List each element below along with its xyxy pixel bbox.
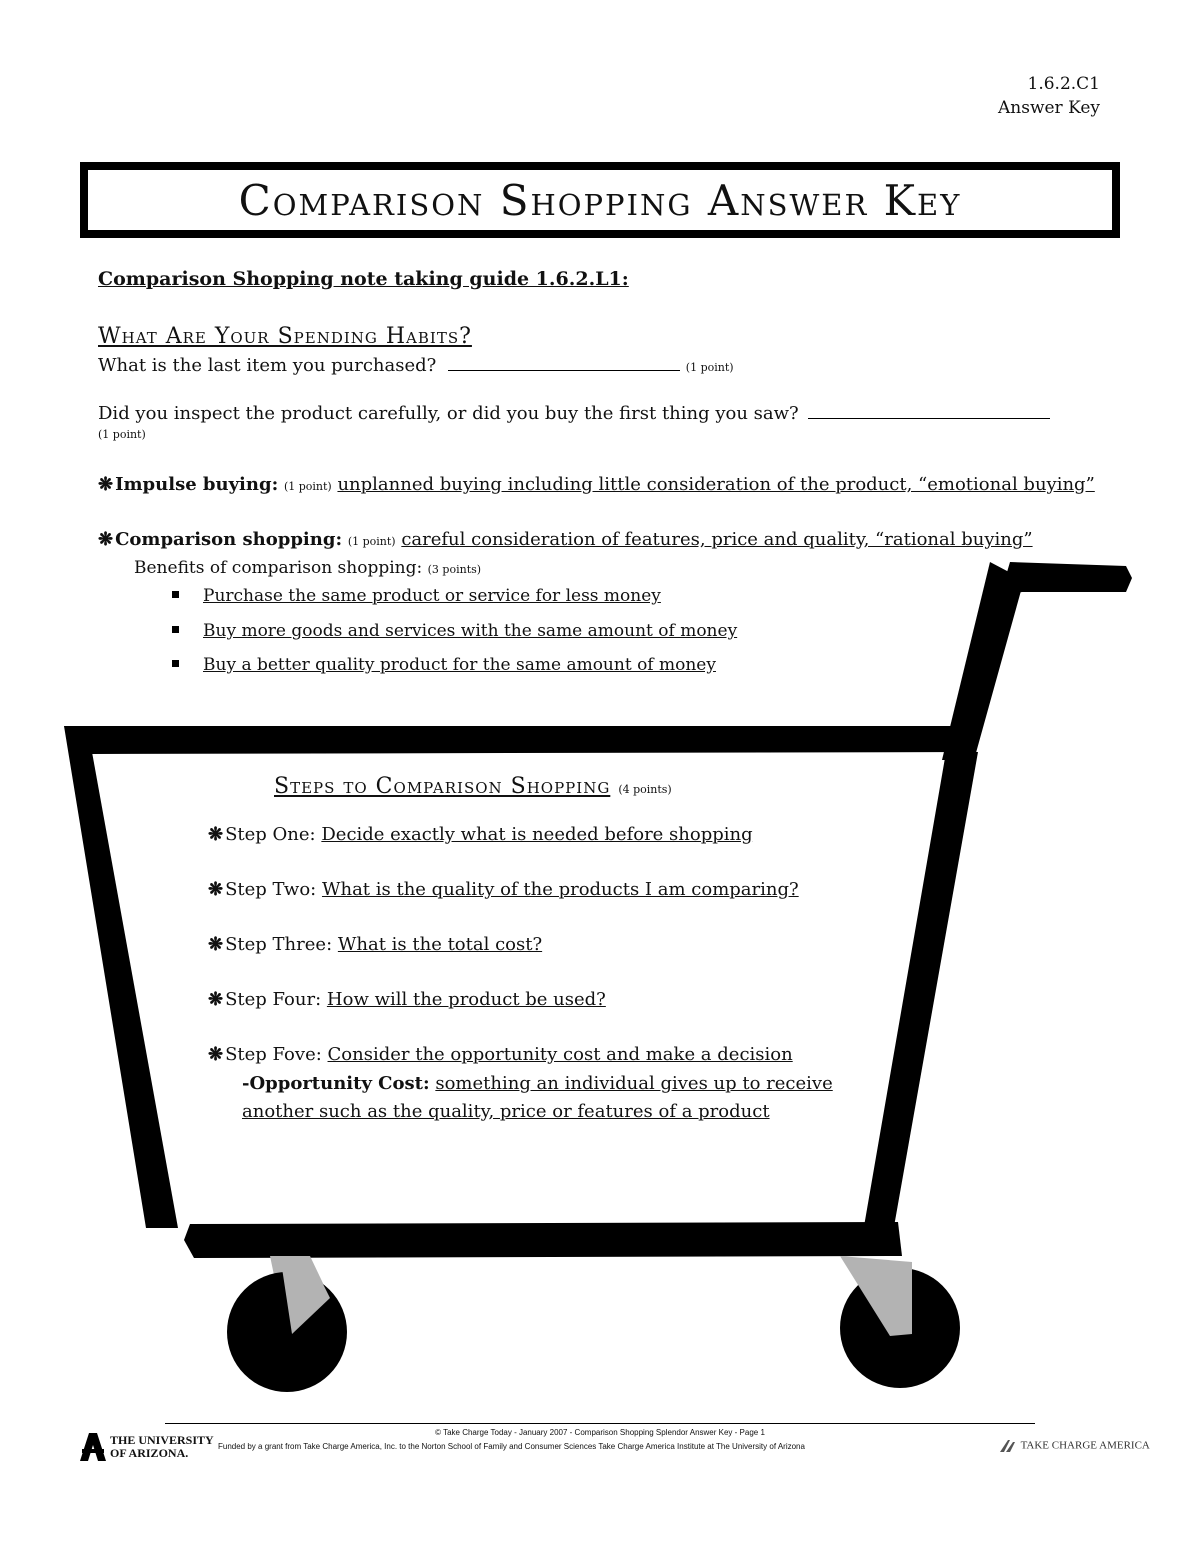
comparison-shopping-definition [98,529,1033,550]
step-label: Step Fove: [225,1044,322,1065]
step-item [208,989,606,1010]
step-label: Step Three: [225,934,333,955]
step-answer: How will the product be used? [326,989,606,1010]
term-answer: something an individual gives up to receive [435,1073,833,1094]
term-label: -Opportunity Cost: [242,1073,430,1094]
take-charge-america-logo [998,1438,1150,1454]
footer-copyright: © Take Charge Today - January 2007 - Comparison Shopping Splendor Answer Key - Page 1 [435,1428,765,1437]
points-label: (4 points) [618,783,672,796]
benefit-item [172,621,737,641]
ua-logo-line-1: THE UNIVERSITY [110,1433,214,1447]
points-label: (1 point) [685,361,734,374]
benefit-item [172,586,661,606]
star-icon: ❋ [208,1044,224,1065]
step-item [208,879,799,900]
star-icon: ❋ [98,529,114,550]
document-id [998,72,1100,120]
step-item [208,824,753,845]
step-item [208,1044,793,1065]
term-answer: unplanned buying including little consideration of the product, “emotional buying” [337,474,1095,495]
step-answer: What is the quality of the products I am comparing? [321,879,799,900]
doc-code: 1.6.2.C1 [1027,74,1100,94]
points-label: (3 points) [427,563,482,576]
benefits-label [134,558,481,578]
tca-logo-text: TAKE CHARGE AMERICA [1020,1439,1150,1452]
page-title [80,162,1120,238]
benefit-text: Buy more goods and services with the same amount of money [203,621,738,641]
answer-blank [448,354,680,371]
tca-mark-icon [998,1438,1018,1454]
question-text: What is the last item you purchased? [98,355,437,376]
step-answer: What is the total cost? [337,934,543,955]
benefit-text: Purchase the same product or service for less money [203,586,661,606]
bullet-icon [172,660,179,667]
benefit-item [172,655,716,675]
star-icon: ❋ [208,934,224,955]
question-last-item [98,354,734,376]
impulse-buying-definition [98,474,1095,495]
cart-bottom-rail [184,1222,902,1258]
footer-funding: Funded by a grant from Take Charge America, Inc. to the Norton School of Family and Consumer Sciences Take Charge America Institute at The University of Arizona [218,1442,805,1451]
star-icon: ❋ [98,474,114,495]
cart-right-side [862,752,978,1238]
bullet-icon [172,591,179,598]
ua-logo-line-2: OF ARIZONA. [110,1446,189,1460]
page-title-text: Comparison Shopping Answer Key [238,175,962,225]
step-label: Step Two: [225,879,317,900]
cart-left-side [64,726,178,1228]
star-icon: ❋ [208,989,224,1010]
cart-top-rail [64,726,978,754]
opportunity-cost-definition [242,1070,842,1126]
question-inspect [98,402,1050,424]
spending-habits-heading: What Are Your Spending Habits? [98,324,472,349]
points-label: (1 point) [283,480,332,493]
points-label: (1 point) [98,428,146,441]
answer-blank [808,402,1050,419]
term-label: Impulse buying: [115,474,279,495]
term-label: Comparison shopping: [115,529,343,550]
step-label: Step One: [225,824,316,845]
benefit-text: Buy a better quality product for the same amount of money [203,655,716,675]
steps-heading [274,774,672,799]
ua-a-icon [80,1433,106,1461]
star-icon: ❋ [208,824,224,845]
term-answer: careful consideration of features, price and quality, “rational buying” [401,529,1033,550]
guide-heading: Comparison Shopping note taking guide 1.6.2.L1: [98,268,629,290]
university-of-arizona-logo [80,1434,214,1460]
benefits-text: Benefits of comparison shopping: [134,558,423,578]
step-answer: Consider the opportunity cost and make a decision [327,1044,793,1065]
points-label: (1 point) [347,535,396,548]
bullet-icon [172,626,179,633]
star-icon: ❋ [208,879,224,900]
step-answer: Decide exactly what is needed before shopping [321,824,753,845]
step-label: Step Four: [225,989,322,1010]
steps-heading-text: Steps to Comparison Shopping [274,774,611,799]
step-item [208,934,542,955]
question-text: Did you inspect the product carefully, or did you buy the first thing you saw? [98,403,799,424]
doc-type: Answer Key [998,98,1100,118]
term-answer: another such as the quality, price or features of a product [242,1101,770,1122]
footer-divider [165,1423,1035,1424]
